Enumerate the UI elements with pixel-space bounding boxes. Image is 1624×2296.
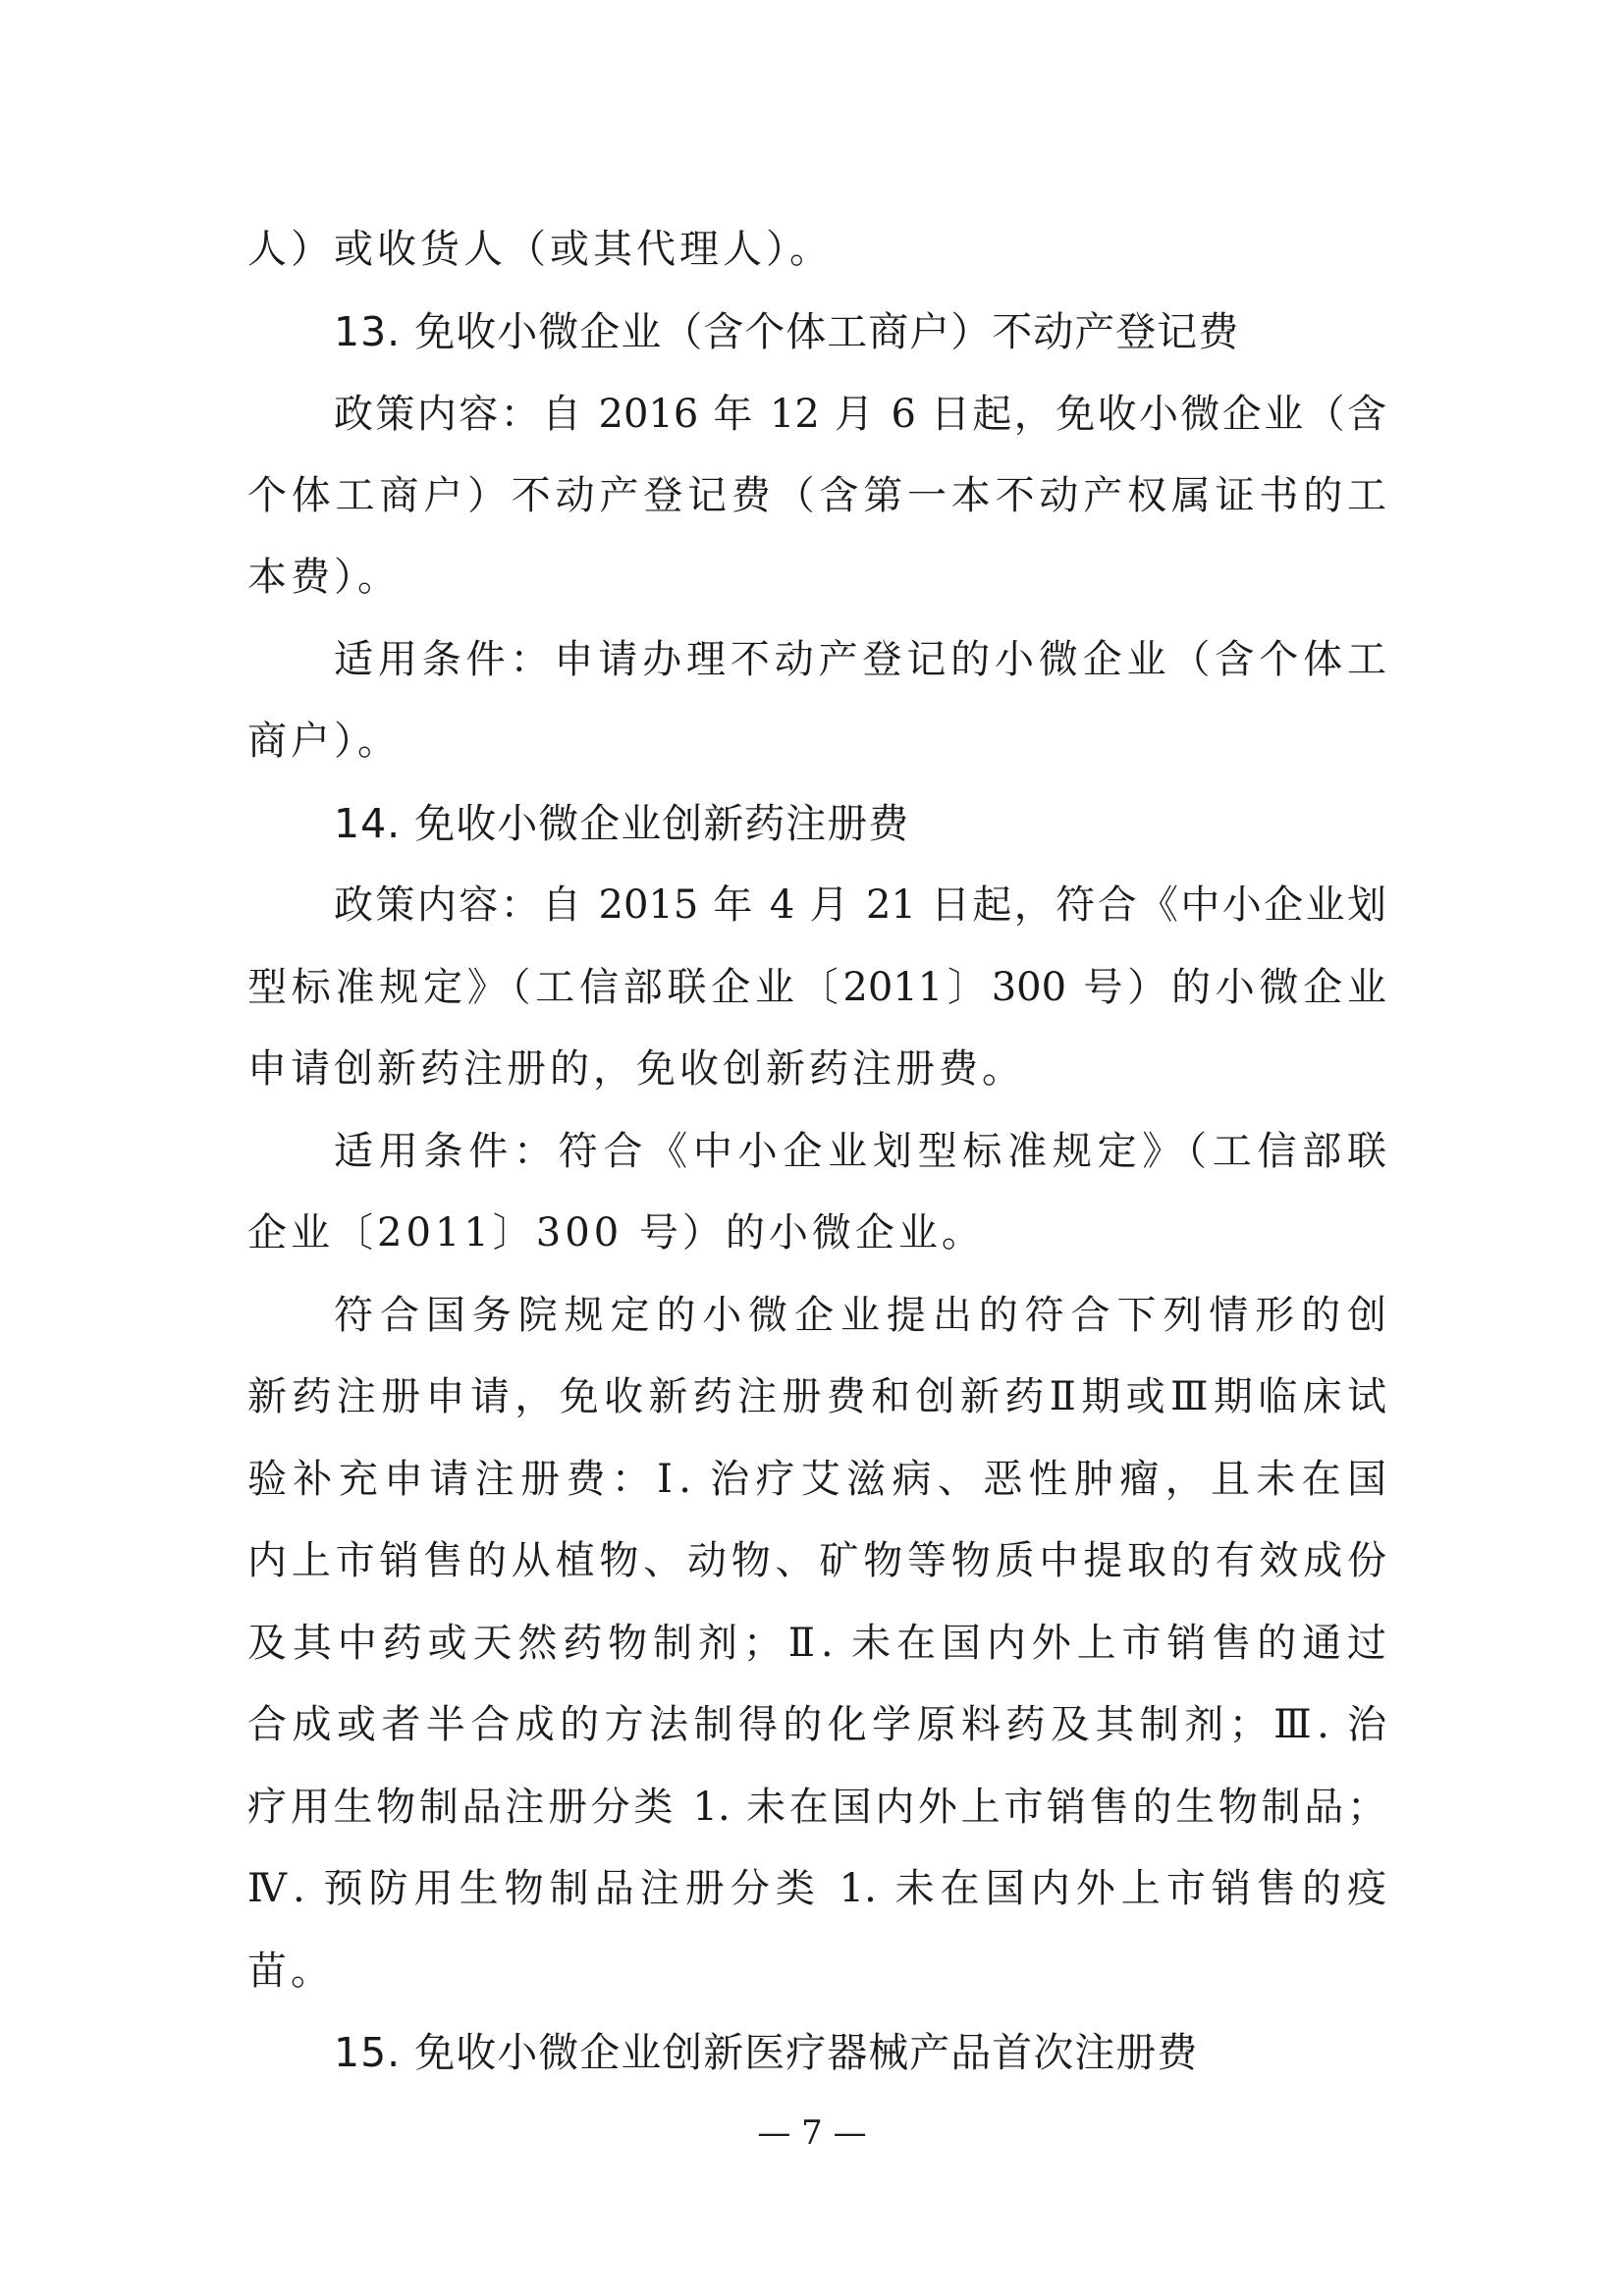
body-text-line: 符合国务院规定的小微企业提出的符合下列情形的创 [334,1293,1386,1338]
body-text-line: 政策内容：自 2016 年 12 月 6 日起，免收小微企业（含 [334,392,1386,437]
body-text-line: 个体工商户）不动产登记费（含第一本不动产权属证书的工 [247,473,1386,518]
body-text-line: 合成或者半合成的方法制得的化学原料药及其制剂；Ⅲ. 治 [247,1702,1386,1747]
body-text-line: 型标准规定》（工信部联企业〔2011〕300 号）的小微企业 [247,965,1386,1010]
body-text-line: 苗。 [247,1949,334,1994]
body-text-line: 申请创新药注册的，免收创新药注册费。 [247,1046,1025,1092]
page-number: — 7 — [757,2113,867,2153]
body-text-line: 商户）。 [247,719,401,764]
body-text-line: 企业〔2011〕300 号）的小微企业。 [247,1210,985,1255]
body-text-line: 适用条件：符合《中小企业划型标准规定》（工信部联 [334,1129,1386,1174]
body-text-line: 新药注册申请，免收新药注册费和创新药Ⅱ期或Ⅲ期临床试 [247,1374,1386,1419]
body-text-line: 政策内容：自 2015 年 4 月 21 日起，符合《中小企业划 [334,882,1386,928]
section-heading-13: 13. 免收小微企业（含个体工商户）不动产登记费 [334,308,1240,355]
body-text-line: 人）或收货人（或其代理人）。 [247,227,833,272]
body-text-line: 适用条件：申请办理不动产登记的小微企业（含个体工 [334,637,1386,682]
body-text-line: 疗用生物制品注册分类 1. 未在国内外上市销售的生物制品； [247,1785,1386,1830]
body-text-line: 内上市销售的从植物、动物、矿物等物质中提取的有效成份 [247,1538,1386,1583]
body-text-line: Ⅳ. 预防用生物制品注册分类 1. 未在国内外上市销售的疫 [247,1866,1386,1911]
body-text-line: 及其中药或天然药物制剂；Ⅱ. 未在国内外上市销售的通过 [247,1621,1386,1666]
body-text-line: 验补充申请注册费：Ⅰ. 治疗艾滋病、恶性肿瘤，且未在国 [247,1457,1386,1502]
body-text-line: 本费）。 [247,555,401,600]
section-heading-14: 14. 免收小微企业创新药注册费 [334,800,910,847]
section-heading-15: 15. 免收小微企业创新医疗器械产品首次注册费 [334,2029,1199,2076]
